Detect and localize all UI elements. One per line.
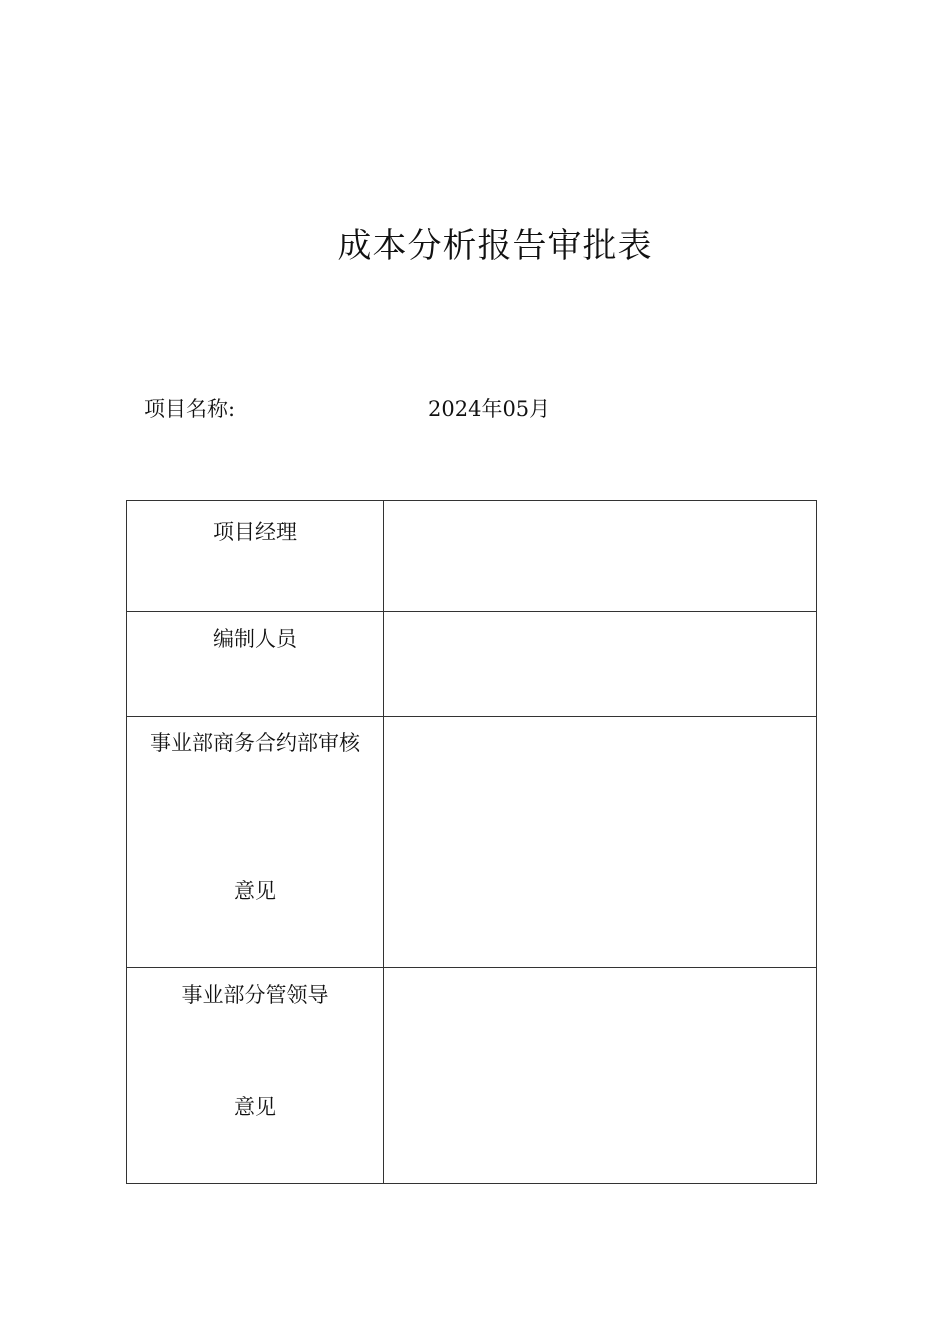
preparer-field[interactable] [384,612,817,717]
table-row [127,612,817,717]
report-date: 2024年05月 [428,397,551,421]
row-label-cell [127,501,384,612]
project-name-label: 项目名称: [144,397,236,421]
table-row [127,968,817,1184]
commercial-review-opinion-label: 意见 [234,879,276,903]
division-leader-opinion-label: 意见 [234,1095,276,1119]
row-label-cell [127,968,384,1184]
division-leader-label: 事业部分管领导 [181,983,329,1007]
project-manager-field[interactable] [384,501,817,612]
approval-table [126,500,817,1184]
row-label-cell [127,612,384,717]
document-title: 成本分析报告审批表 [337,226,653,266]
table-row [127,717,817,968]
project-manager-label: 项目经理 [213,520,297,544]
table-row [127,501,817,612]
preparer-label: 编制人员 [213,627,297,651]
row-label-cell [127,717,384,968]
commercial-review-label: 事业部商务合约部审核 [150,731,360,755]
commercial-review-field[interactable] [384,717,817,968]
division-leader-field[interactable] [384,968,817,1184]
